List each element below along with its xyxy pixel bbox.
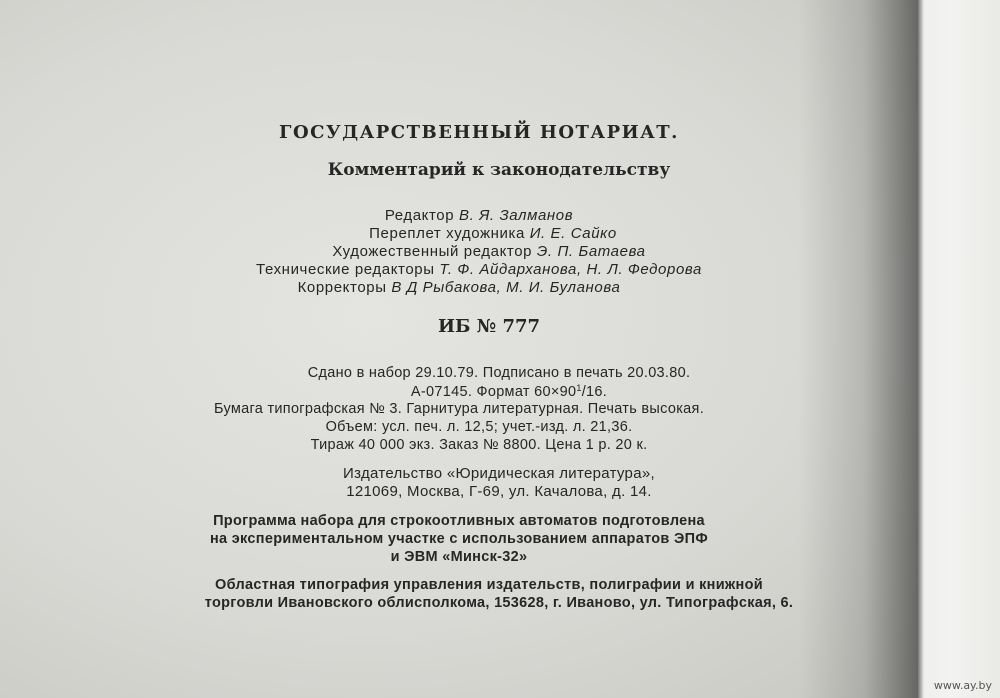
credit-role: Переплет художника (369, 225, 525, 242)
program-line-1: Программа набора для строкоотливных автоматов подготовлена (213, 513, 705, 529)
book-title: ГОСУДАРСТВЕННЫЙ НОТАРИАТ. (279, 122, 679, 143)
imprint-line-5: Тираж 40 000 экз. Заказ № 8800. Цена 1 р. 20 к. (310, 437, 648, 453)
credit-role: Редактор (384, 207, 455, 224)
credit-cover-artist (0, 226, 952, 241)
credit-role: Художественный редактор (332, 243, 533, 260)
program-line-3: и ЭВМ «Минск-32» (390, 549, 528, 565)
credit-name: Э. П. Батаева (536, 243, 646, 260)
imprint-format-sup: 1 (576, 383, 582, 393)
credit-tech-editors (0, 262, 938, 277)
credit-name: В. Я. Залманов (458, 207, 574, 224)
credit-role: Корректоры (297, 279, 387, 296)
printer-line-1: Областная типография управления издательств, полиграфии и книжной (215, 577, 763, 593)
publisher-line-2: 121069, Москва, Г-69, ул. Качалова, д. 14. (346, 483, 652, 500)
credit-name: И. Е. Сайко (529, 225, 617, 242)
imprint-line-2 (0, 384, 968, 400)
watermark: www.ay.by (933, 679, 992, 692)
publisher-line-1: Издательство «Юридическая литература», (343, 465, 655, 482)
credit-proofreaders (0, 280, 918, 295)
printer-line-2: торговли Ивановского облисполкома, 153628, г. Иваново, ул. Типографская, 6. (204, 595, 794, 611)
credit-name: В Д Рыбакова, М. И. Буланова (391, 279, 621, 296)
imprint-line-3: Бумага типографская № 3. Гарнитура литературная. Печать высокая. (213, 401, 705, 417)
imprint-line-1: Сдано в набор 29.10.79. Подписано в печать 20.03.80. (307, 365, 691, 381)
ib-number: ИБ № 777 (437, 316, 541, 337)
program-line-2: на экспериментальном участке с использованием аппаратов ЭПФ (210, 531, 708, 547)
imprint-line-4: Объем: усл. печ. л. 12,5; учет.-изд. л. 21,36. (325, 419, 633, 435)
facing-page-edge (918, 0, 1000, 698)
credit-role: Технические редакторы (256, 261, 435, 278)
book-subtitle: Комментарий к законодательству (327, 160, 671, 180)
credit-editor (0, 208, 938, 223)
credit-art-editor (0, 244, 948, 259)
credit-name: Т. Ф. Айдарханова, Н. Л. Федорова (439, 261, 702, 278)
imprint-format: А-07145. Формат 60×90 (410, 384, 577, 400)
imprint-format-suffix: /16. (581, 384, 608, 400)
